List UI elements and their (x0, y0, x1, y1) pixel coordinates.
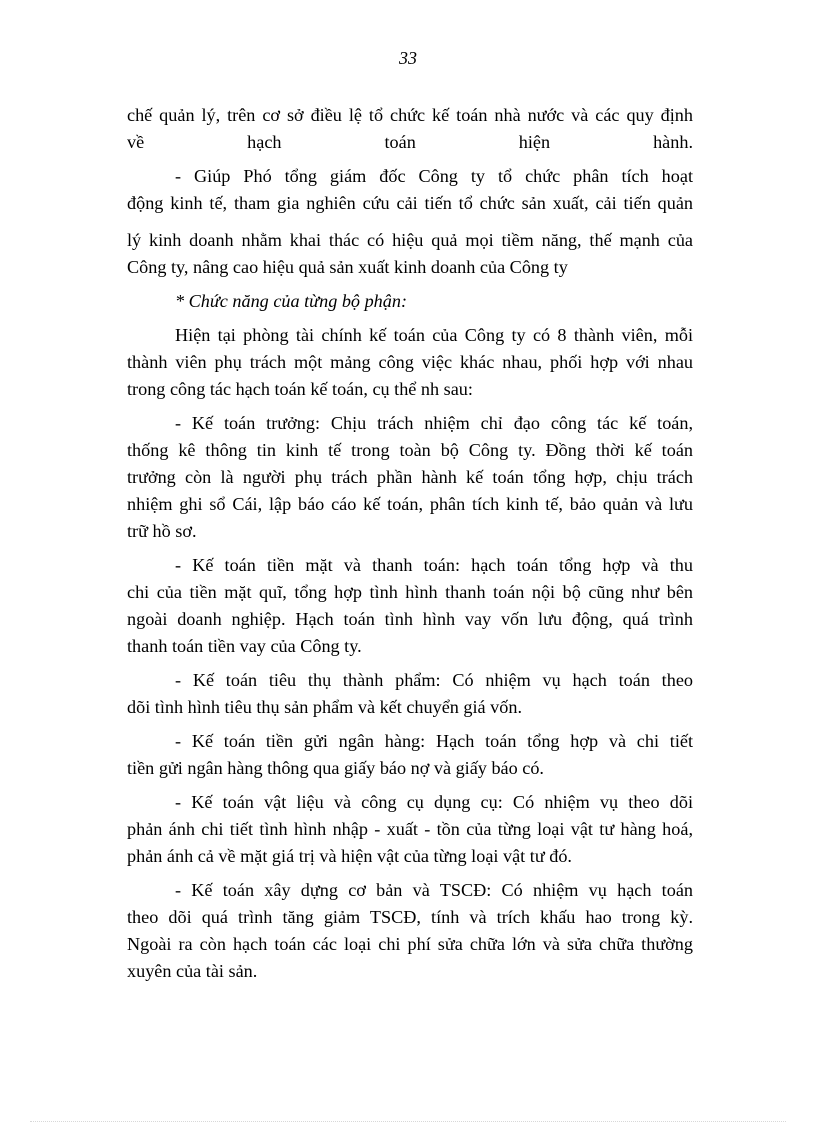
paragraph-materials-accountant (127, 789, 693, 870)
text-line: - Kế toán xây dựng cơ bản và TSCĐ: Có nhiệm vụ hạch toán (175, 880, 693, 900)
text-line: thành viên phụ trách một mảng công việc khác nhau, phối hợp với nhau (127, 352, 693, 372)
document-body (127, 102, 693, 992)
text-line: thống kê thông tin kinh tế trong toàn bộ Công ty. Đồng thời kế toán (127, 440, 693, 460)
text-line: ngoài doanh nghiệp. Hạch toán tình hình vay vốn lưu động, quá trình (127, 609, 693, 629)
text-line: - Giúp Phó tổng giám đốc Công ty tổ chức phân tích hoạt (175, 166, 693, 186)
text-line: chế quản lý, trên cơ sở điều lệ tổ chức kế toán nhà nước và các quy định (127, 105, 693, 125)
text-line: - Kế toán tiêu thụ thành phẩm: Có nhiệm vụ hạch toán theo (175, 670, 693, 690)
text-line: - Kế toán tiền mặt và thanh toán: hạch toán tổng hợp và thu (175, 555, 693, 575)
text-line: xuyên của tài sản. (127, 961, 258, 981)
text-line: Ngoài ra còn hạch toán các loại chi phí sửa chữa lớn và sửa chữa thường (127, 934, 693, 954)
text-line: phản ánh cả về mặt giá trị và hiện vật của từng loại vật tư đó. (127, 846, 572, 866)
text-line: trữ hồ sơ. (127, 521, 197, 541)
paragraph-sales-accountant (127, 667, 693, 721)
text-line: phản ánh chi tiết tình hình nhập - xuất - tồn của từng loại vật tư hàng hoá, (127, 819, 693, 839)
text-line: động kinh tế, tham gia nghiên cứu cải tiến tổ chức sản xuất, cải tiến quản (127, 193, 693, 213)
text-line: Công ty, nâng cao hiệu quả sản xuất kinh doanh của Công ty (127, 257, 568, 277)
page-number: 33 (399, 48, 417, 68)
text-line: về hạch toán hiện hành. (127, 132, 693, 152)
text-line: tiền gửi ngân hàng thông qua giấy báo nợ và giấy báo có. (127, 758, 544, 778)
text-line: trong công tác hạch toán kế toán, cụ thể nh sau: (127, 379, 473, 399)
paragraph-cash-accountant (127, 552, 693, 660)
text-line: theo dõi quá trình tăng giảm TSCĐ, tính và trích khấu hao trong kỳ. (127, 907, 693, 927)
section-heading: * Chức năng của từng bộ phận: (175, 291, 408, 311)
paragraph-chief-accountant (127, 410, 693, 545)
text-line: thanh toán tiền vay của Công ty. (127, 636, 362, 656)
paragraph-fixed-assets-accountant (127, 877, 693, 985)
page-bottom-divider (30, 1121, 786, 1122)
text-line: Hiện tại phòng tài chính kế toán của Công ty có 8 thành viên, mỗi (175, 325, 693, 345)
paragraph-deputy-support (127, 163, 693, 281)
text-line: trưởng còn là người phụ trách phần hành kế toán tổng hợp, chịu trách (127, 467, 693, 487)
paragraph-intro (127, 102, 693, 156)
text-line: nhiệm ghi sổ Cái, lập báo cáo kế toán, phân tích kinh tế, bảo quản và lưu (127, 494, 693, 514)
paragraph-bank-accountant (127, 728, 693, 782)
text-line: lý kinh doanh nhằm khai thác có hiệu quả mọi tiềm năng, thế mạnh của (127, 230, 693, 250)
text-line: - Kế toán trưởng: Chịu trách nhiệm chỉ đạo công tác kế toán, (175, 413, 693, 433)
text-line: chi của tiền mặt quĩ, tổng hợp tình hình thanh toán nội bộ cũng như bên (127, 582, 693, 602)
paragraph-department-overview (127, 322, 693, 403)
text-line: - Kế toán vật liệu và công cụ dụng cụ: Có nhiệm vụ theo dõi (175, 792, 693, 812)
text-line: - Kế toán tiền gửi ngân hàng: Hạch toán tổng hợp và chi tiết (175, 731, 693, 751)
text-line: dõi tình hình tiêu thụ sản phẩm và kết chuyển giá vốn. (127, 697, 523, 717)
